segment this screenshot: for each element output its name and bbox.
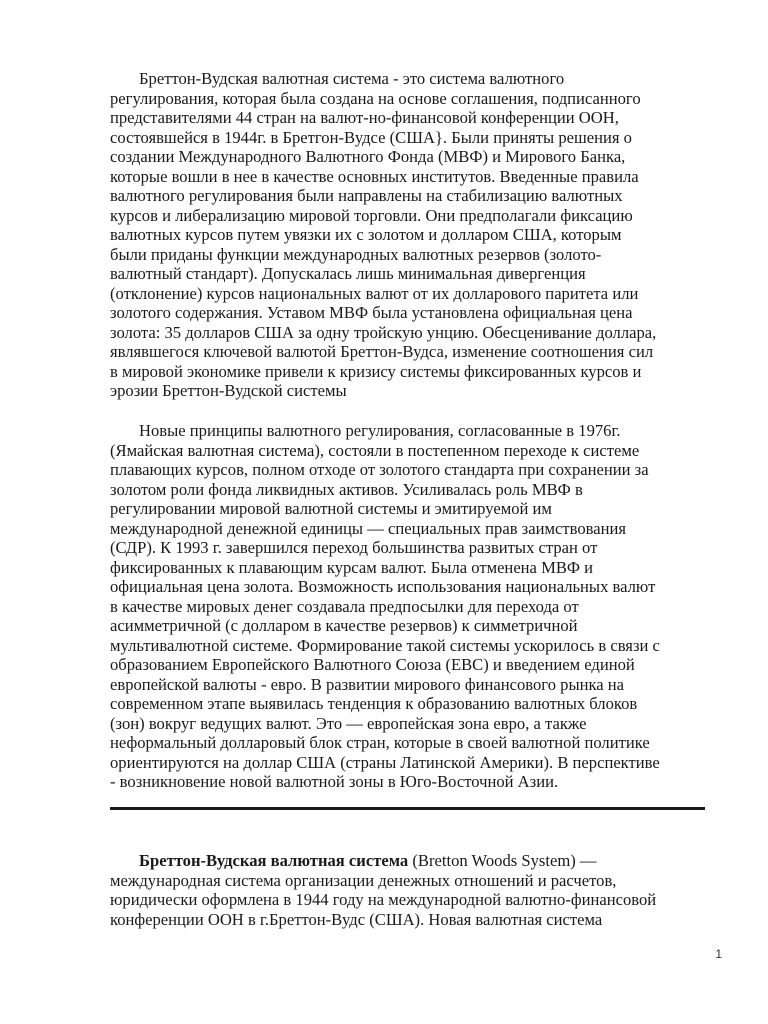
text-line: которые вошли в нее в качестве основных институтов. Введенные правила — [110, 166, 639, 186]
text-line: официальная цена золота. Возможность использования национальных валют — [110, 577, 656, 596]
text-line: современном этапе выявилась тенденция к образованию валютных блоков — [110, 694, 638, 713]
text-line: валютного регулирования были направлены на стабилизацию валютных — [110, 186, 623, 205]
text-line: международная система организации денежных отношений и расчетов, — [110, 870, 617, 890]
text-line: асимметричной (с долларом в качестве резервов) к симметричной — [110, 616, 578, 635]
text-line: (СДР). К 1993 г. завершился переход большинства развитых стран от — [110, 538, 598, 557]
text-line: состоявшейся в 1944г. в Бретгон-Вудсе (США}. Были приняты решения о — [110, 127, 632, 147]
text-line: международной денежной единицы — специальных прав заимствования — [110, 518, 626, 538]
text-line: конференции ООН в г.Бреттон-Вудс (США). Новая валютная система — [110, 909, 603, 929]
text-line: регулирования, которая была создана на основе соглашения, подписанного — [110, 88, 641, 108]
text-line: (Ямайская валютная система), состояли в постепенном переходе к системе — [110, 440, 640, 460]
term-continuation: (Bretton Woods System) — — [408, 851, 597, 870]
paragraph-body — [110, 421, 715, 792]
text-line: (зон) вокруг ведущих валют. Это — европейская зона евро, а также — [110, 713, 587, 733]
text-line: юридически оформлена в 1944 году на международной валютно-финансовой — [110, 890, 657, 909]
text-line: регулировании мировой валютной системы и эмитируемой им — [110, 499, 552, 518]
text-line: фиксированных к плавающим курсам валют. Была отменена МВФ и — [110, 557, 594, 577]
text-line: валютный стандарт). Допускалась лишь минимальная дивергенция — [110, 264, 586, 283]
text-line: образованием Европейского Валютного Союза (ЕВС) и введением единой — [110, 655, 635, 674]
defined-term: Бреттон-Вудская валютная система — [139, 851, 409, 870]
text-line: (отклонение) курсов национальных валют от их долларового паритета или — [110, 283, 639, 303]
text-line: создании Международного Валютного Фонда (МВФ) и Мирового Банка, — [110, 147, 626, 166]
text-line: европейской валюты - евро. В развитии мирового финансового рынка на — [110, 674, 625, 694]
text-line: являвшегося ключевой валютой Бреттон-Вудса, изменение соотношения сил — [110, 342, 654, 361]
horizontal-divider — [110, 807, 705, 810]
text-line: в мировой экономике привели к кризису системы фиксированных курсов и — [110, 361, 642, 381]
text-line: Бреттон-Вудская валютная система - это система валютного — [139, 69, 565, 88]
text-line: эрозии Бреттон-Вудской системы — [110, 381, 347, 400]
text-line: неформальный долларовый блок стран, которые в своей валютной политике — [110, 733, 650, 752]
paragraph-jamaican-system — [110, 421, 715, 792]
page-number: 1 — [715, 947, 722, 961]
text-line: - возникновение новой валютной зоны в Юго-Восточной Азии. — [110, 772, 559, 791]
paragraph-bretton-woods-definition — [110, 851, 715, 929]
text-line: золота: 35 долларов США за одну тройскую унцию. Обесценивание доллара, — [110, 322, 657, 342]
text-line: золотом роли фонда ликвидных активов. Усиливалась роль МВФ в — [110, 479, 583, 499]
text-line: Новые принципы валютного регулирования, согласованные в 1976г. — [139, 421, 621, 440]
paragraph-body — [110, 851, 715, 929]
text-line: мультивалютной системе. Формирование такой системы ускорилось в связи с — [110, 635, 660, 655]
text-line: золотого содержания. Уставом МВФ была установлена официальная цена — [110, 303, 633, 322]
text-line: в качестве мировых денег создавала предпосылки для перехода от — [110, 596, 579, 616]
text-line: плавающих курсов, полном отходе от золотого стандарта при сохранении за — [110, 460, 649, 479]
paragraph-bretton-woods-intro — [110, 69, 715, 401]
paragraph-body — [110, 69, 715, 401]
text-line: представителями 44 стран на валют-но-финансовой конференции ООН, — [110, 108, 619, 127]
text-line: были приданы функции международных валютных резервов (золото- — [110, 244, 602, 264]
text-line: валютных курсов путем увязки их с золотом и долларом США, которым — [110, 225, 622, 244]
text-line: курсов и либерализацию мировой торговли. Они предполагали фиксацию — [110, 205, 633, 225]
text-line: ориентируются на доллар США (страны Латинской Америки). В перспективе — [110, 752, 660, 772]
text-line — [110, 851, 715, 871]
